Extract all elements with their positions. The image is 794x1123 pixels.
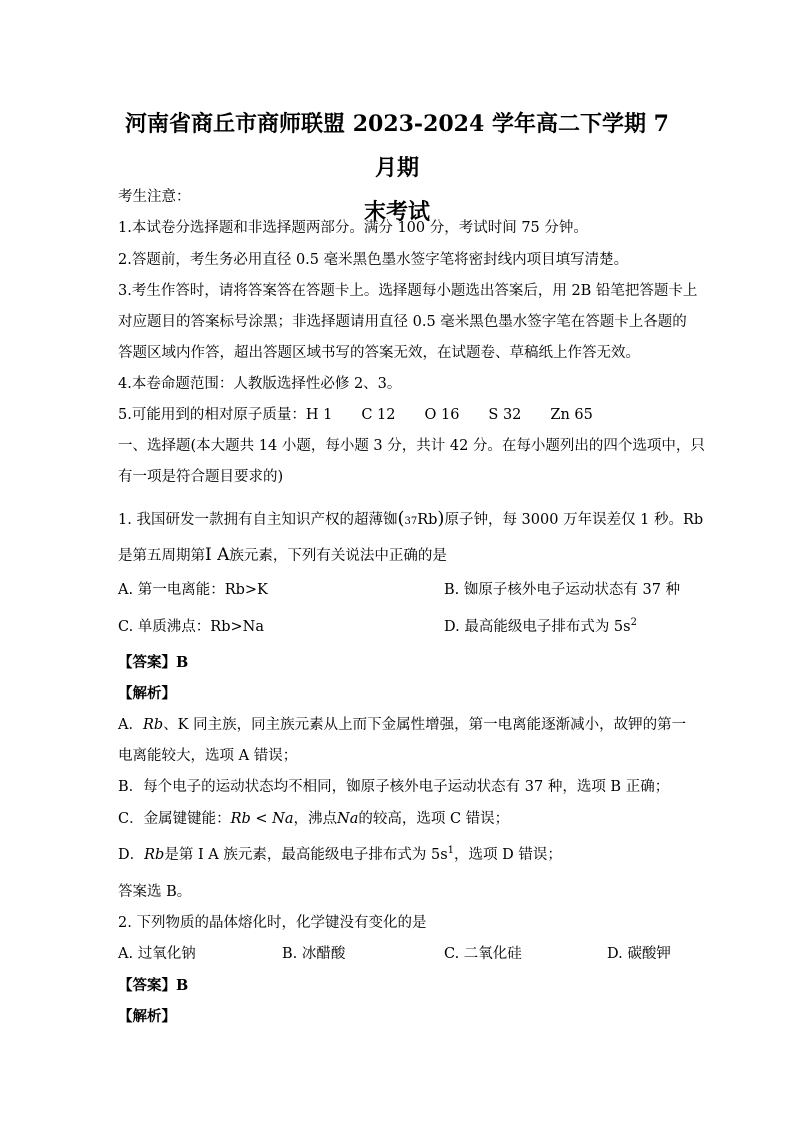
q1-option-c: C. 单质沸点：Rb>Na (118, 619, 264, 635)
notice-item-1: 1.本试卷分选择题和非选择题两部分。满分 100 分，考试时间 75 分钟。 (118, 220, 588, 236)
section-heading-line-1: 一、选择题(本大题共 14 小题，每小题 3 分，共计 42 分。在每小题列出的四个选项中，只 (118, 438, 705, 454)
q1-stem-b: 原子钟，每 3000 万年误差仅 1 秒。Rb (444, 512, 704, 528)
q1-explain-c-text: 的较高，选项 C 错误； (358, 811, 510, 827)
q1-option-d-sup: 2 (630, 617, 637, 629)
q1-stem2-b: 族元素，下列有关说法中正确的是 (229, 548, 447, 564)
notice-heading: 考生注意： (118, 189, 191, 205)
q2-option-a: A. 过氧化钠 (118, 946, 196, 962)
q1-group: I A (205, 545, 230, 565)
q1-explain-a-text: 、K 同主族，同主族元素从上而下金属性增强，第一电离能逐渐减小，故钾的第一 (163, 717, 687, 733)
q1-explain-c (118, 809, 509, 829)
notice-item-4: 4.本卷命题范围：人教版选择性必修 2、3。 (118, 376, 402, 392)
notice-item-2: 2.答题前，考生务必用直径 0.5 毫米黑色墨水签字笔将密封线内项目填写清楚。 (118, 252, 629, 268)
q1-stem-line-1: 1. 我国研发一款拥有自主知识产权的超薄铷(37Rb)原子钟，每 3000 万年误差仅 1 秒。Rb (118, 508, 704, 529)
title-line-2: 末考试 (363, 199, 430, 225)
q2-analysis-label: 【解析】 (118, 1008, 176, 1025)
q1-atomic-number: 37 (404, 516, 418, 527)
notice-item-3: 3.考生作答时，请将答案答在答题卡上。选择题每小题选出答案后，用 2B 铅笔把答题卡上 (118, 283, 698, 299)
q1-explain-d (118, 845, 562, 865)
q1-explain-c-formula: Rb < Na (230, 811, 294, 827)
q1-explain-d-prefix: D． (118, 847, 145, 863)
q2-option-d: D. 碳酸钾 (607, 946, 671, 962)
q1-option-a: A. 第一电离能：Rb>K (118, 582, 268, 598)
q1-stem2-a: 是第五周期第 (118, 548, 205, 564)
q1-explain-a-line-2: 电离能较大，选项 A 错误； (118, 748, 298, 764)
q1-stem-line-2 (118, 545, 447, 566)
notice-item-3-cont: 对应题目的答案标号涂黑；非选择题请用直径 0.5 毫米黑色墨水签字笔在答题卡上各题的 (118, 314, 687, 330)
q2-answer: 【答案】B (118, 977, 189, 994)
exam-title (118, 102, 676, 234)
q1-element: Rb (417, 512, 438, 528)
q1-explain-c-mid: ，沸点 (293, 811, 338, 827)
notice-item-5: 5.可能用到的相对原子质量：H 1 C 12 O 16 S 32 Zn 65 (118, 407, 593, 423)
q1-stem-a: 1. 我国研发一款拥有自主知识产权的超薄铷 (118, 512, 398, 528)
q1-option-d (444, 617, 637, 637)
q1-option-b: B. 铷原子核外电子运动状态有 37 种 (444, 582, 681, 598)
section-heading-line-2: 有一项是符合题目要求的) (118, 469, 284, 485)
q1-explain-c-prefix: C．金属键键能： (118, 811, 231, 827)
q1-explain-c-element: Na (337, 811, 359, 827)
q1-explain-d-text: 是第 I A 族元素，最高能级电子排布式为 5s (164, 847, 448, 863)
q2-option-b: B. 冰醋酸 (282, 946, 346, 962)
title-line-1: 河南省商丘市商师联盟 2023-2024 学年高二下学期 7 月期 (125, 111, 669, 181)
q1-explain-d-sup: 1 (447, 845, 455, 857)
notice-item-3-cont2: 答题区域内作答，超出答题区域书写的答案无效，在试题卷、草稿纸上作答无效。 (118, 345, 640, 361)
q1-explain-b: B．每个电子的运动状态均不相同，铷原子核外电子运动状态有 37 种，选项 B 正确； (118, 779, 670, 795)
q1-answer: 【答案】B (118, 654, 189, 671)
q1-analysis-label: 【解析】 (118, 685, 176, 702)
q1-explain-a-line-1 (118, 715, 686, 735)
q2-stem: 2. 下列物质的晶体熔化时，化学键没有变化的是 (118, 915, 427, 931)
q1-option-d-text: D. 最高能级电子排布式为 5s (444, 619, 631, 635)
q1-explain-d-suffix: ，选项 D 错误； (454, 847, 562, 863)
q1-explain-a-prefix: A． (118, 717, 143, 733)
q2-option-c: C. 二氧化硅 (444, 946, 522, 962)
q1-explain-d-element: Rb (144, 847, 165, 863)
q1-explain-a-element: Rb (142, 717, 164, 733)
q1-conclusion: 答案选 B。 (118, 884, 192, 900)
